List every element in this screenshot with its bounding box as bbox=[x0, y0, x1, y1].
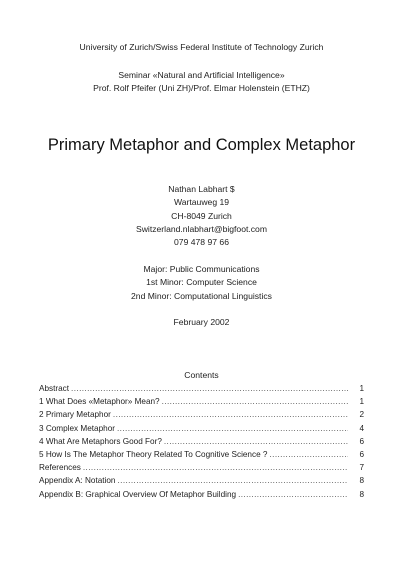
toc-entry-label: Abstract bbox=[39, 384, 70, 393]
toc-leader-dots bbox=[117, 476, 348, 485]
studies-major: Major: Public Communications bbox=[143, 264, 260, 274]
toc-entry bbox=[39, 476, 364, 489]
seminar-line: Seminar «Natural and Artificial Intelligence» bbox=[118, 70, 285, 80]
toc-entry bbox=[39, 397, 364, 410]
contents-heading: Contents bbox=[184, 370, 219, 380]
toc-leader-dots bbox=[71, 384, 348, 393]
toc-entry bbox=[39, 437, 364, 450]
toc-entry-page: 6 bbox=[359, 449, 364, 459]
author-street: Wartauweg 19 bbox=[173, 197, 230, 208]
toc-entry-label: Appendix B: Graphical Overview Of Metaphor Building bbox=[39, 489, 237, 499]
toc-entry-label: 2 Primary Metaphor bbox=[39, 410, 111, 420]
toc-entry bbox=[39, 424, 364, 437]
author-phone: 079 478 97 66 bbox=[174, 237, 229, 248]
toc-leader-dots bbox=[162, 397, 348, 406]
toc-entry-page: 1 bbox=[359, 384, 364, 393]
author-city: CH-8049 Zurich bbox=[171, 210, 232, 221]
toc-entry-page: 6 bbox=[359, 436, 364, 446]
author-name: Nathan Labhart $ bbox=[168, 184, 235, 194]
toc-entry bbox=[39, 490, 364, 503]
toc-entry-page: 8 bbox=[359, 489, 364, 499]
toc-leader-dots bbox=[164, 437, 348, 446]
toc-entry-page: 1 bbox=[359, 397, 364, 407]
toc-entry-label: 4 What Are Metaphors Good For? bbox=[39, 436, 162, 446]
toc-entry-page: 8 bbox=[359, 476, 364, 486]
toc-entry-page: 7 bbox=[359, 463, 364, 473]
toc-entry-label: 1 What Does «Metaphor» Mean? bbox=[39, 397, 160, 407]
toc-leader-dots bbox=[83, 463, 348, 472]
toc-entry bbox=[39, 410, 364, 423]
toc-entry bbox=[39, 450, 364, 463]
toc-entry-label: 3 Complex Metaphor bbox=[39, 423, 115, 433]
studies-minor-2: 2nd Minor: Computational Linguistics bbox=[131, 290, 272, 301]
document-title: Primary Metaphor and Complex Metaphor bbox=[47, 136, 356, 154]
table-of-contents bbox=[39, 384, 364, 503]
toc-leader-dots bbox=[113, 410, 348, 419]
toc-entry-label: Appendix A: Notation bbox=[39, 476, 116, 486]
studies-block bbox=[0, 263, 403, 303]
toc-entry-page: 4 bbox=[359, 423, 364, 433]
toc-leader-dots bbox=[117, 424, 348, 433]
toc-entry-page: 2 bbox=[359, 410, 364, 420]
toc-entry-label: References bbox=[39, 463, 81, 473]
toc-entry bbox=[39, 463, 364, 476]
studies-minor-1: 1st Minor: Computer Science bbox=[146, 277, 257, 288]
toc-entry bbox=[39, 384, 364, 397]
institution-line: University of Zurich/Swiss Federal Institute of Technology Zurich bbox=[79, 42, 324, 52]
toc-leader-dots bbox=[238, 490, 348, 499]
author-block bbox=[0, 183, 403, 249]
document-date: February 2002 bbox=[173, 317, 230, 327]
author-email: Switzerland.nlabhart@bigfoot.com bbox=[135, 223, 267, 234]
toc-leader-dots bbox=[269, 450, 348, 459]
professors-line: Prof. Rolf Pfeifer (Uni ZH)/Prof. Elmar Holenstein (ETHZ) bbox=[93, 83, 310, 93]
toc-entry-label: 5 How Is The Metaphor Theory Related To Cognitive Science ? bbox=[39, 449, 268, 459]
